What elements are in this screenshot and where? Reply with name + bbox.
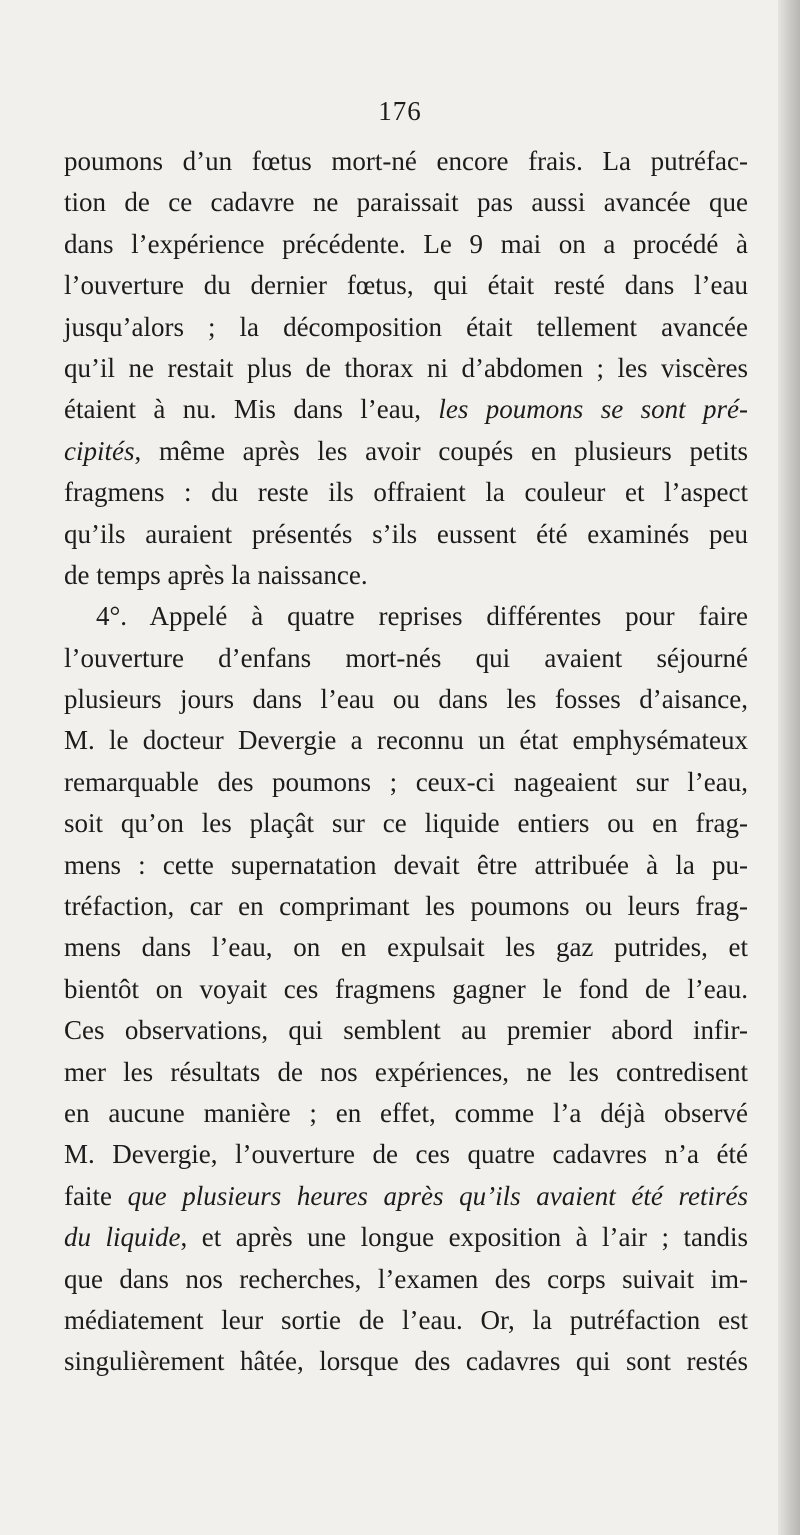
text-line xyxy=(64,969,748,1010)
text-line xyxy=(64,141,748,182)
text-line xyxy=(64,265,748,306)
text-line xyxy=(64,927,748,968)
body-text xyxy=(64,141,748,1383)
text-line xyxy=(64,307,748,348)
italic-text: les poumons se sont pré- xyxy=(438,394,748,425)
text-segment: faite xyxy=(64,1180,128,1211)
text-segment: M. le docteur Devergie a reconnu un état emphysémateux xyxy=(64,725,748,756)
text-segment: poumons d’un fœtus mort-né encore frais. La putréfac- xyxy=(64,146,748,176)
text-line xyxy=(64,803,748,844)
text-line xyxy=(64,472,748,513)
text-segment: , même après les avoir coupés en plusieurs petits xyxy=(134,435,748,466)
italic-text: du liquide xyxy=(64,1222,181,1253)
text-segment: qu’il ne restait plus de thorax ni d’abdomen ; les viscères xyxy=(64,352,748,383)
text-line xyxy=(64,845,748,886)
text-segment: l’ouverture d’enfans mort-nés qui avaient séjourné xyxy=(64,642,748,673)
text-segment: soit qu’on les plaçât sur ce liquide entiers ou en frag- xyxy=(64,808,748,839)
text-line xyxy=(64,1010,748,1051)
text-segment: fragmens : du reste ils offraient la couleur et l’aspect xyxy=(64,477,748,508)
text-segment: dans l’expérience précédente. Le 9 mai on a procédé à xyxy=(64,228,748,259)
text-line xyxy=(64,389,748,430)
text-segment: l’ouverture du dernier fœtus, qui était resté dans l’eau xyxy=(64,270,748,301)
text-segment: médiatement leur sortie de l’eau. Or, la putréfaction est xyxy=(64,1304,748,1335)
text-segment: singulièrement hâtée, lorsque des cadavres qui sont restés xyxy=(64,1346,748,1377)
text-line xyxy=(64,224,748,265)
text-segment: M. Devergie, l’ouverture de ces quatre cadavres n’a été xyxy=(64,1139,748,1170)
text-line xyxy=(64,720,748,761)
italic-text: que plusieurs heures après qu’ils avaient été retirés xyxy=(127,1180,748,1211)
text-line xyxy=(64,1052,748,1093)
text-line xyxy=(64,1300,748,1341)
text-segment: , et après une longue exposition à l’air ; tandis xyxy=(180,1222,748,1253)
text-line xyxy=(64,762,748,803)
text-segment: mens dans l’eau, on en expulsait les gaz putrides, et xyxy=(64,932,748,963)
text-line xyxy=(64,348,748,389)
text-segment: en aucune manière ; en effet, comme l’a déjà observé xyxy=(64,1097,748,1128)
text-line xyxy=(64,596,748,637)
text-line xyxy=(64,1176,748,1217)
text-line xyxy=(64,886,748,927)
text-segment: qu’ils auraient présentés s’ils eussent été examinés peu xyxy=(64,518,748,549)
text-line xyxy=(64,679,748,720)
text-line xyxy=(64,1341,748,1382)
text-segment: tion de ce cadavre ne paraissait pas aussi avancée que xyxy=(64,187,748,218)
italic-text: cipités xyxy=(64,435,135,466)
text-segment: étaient à nu. Mis dans l’eau, xyxy=(64,394,439,425)
text-line xyxy=(64,1259,748,1300)
text-segment: mens : cette supernatation devait être attribuée à la pu- xyxy=(64,849,748,880)
text-segment: 4°. Appelé à quatre reprises différentes pour faire xyxy=(96,601,748,632)
text-segment: de temps après la naissance. xyxy=(64,559,368,590)
text-segment: jusqu’alors ; la décomposition était tellement avancée xyxy=(64,311,748,342)
text-line xyxy=(64,555,748,596)
text-segment: bientôt on voyait ces fragmens gagner le fond de l’eau. xyxy=(64,973,748,1004)
page-number: 176 xyxy=(378,96,422,126)
text-line xyxy=(64,182,748,223)
text-line xyxy=(64,1217,748,1258)
text-segment: mer les résultats de nos expériences, ne les contredisent xyxy=(64,1056,748,1087)
text-segment: plusieurs jours dans l’eau ou dans les fosses d’aisance, xyxy=(64,684,748,715)
page-edge-shadow xyxy=(778,0,800,1535)
text-line xyxy=(64,514,748,555)
text-line xyxy=(64,638,748,679)
text-line xyxy=(64,431,748,472)
text-line xyxy=(64,1134,748,1175)
text-segment: Ces observations, qui semblent au premier abord infir- xyxy=(64,1015,748,1046)
text-line xyxy=(64,1093,748,1134)
text-segment: que dans nos recherches, l’examen des corps suivait im- xyxy=(64,1263,748,1294)
text-segment: tréfaction, car en comprimant les poumons ou leurs frag- xyxy=(64,891,748,922)
text-segment: remarquable des poumons ; ceux-ci nageaient sur l’eau, xyxy=(64,766,748,797)
